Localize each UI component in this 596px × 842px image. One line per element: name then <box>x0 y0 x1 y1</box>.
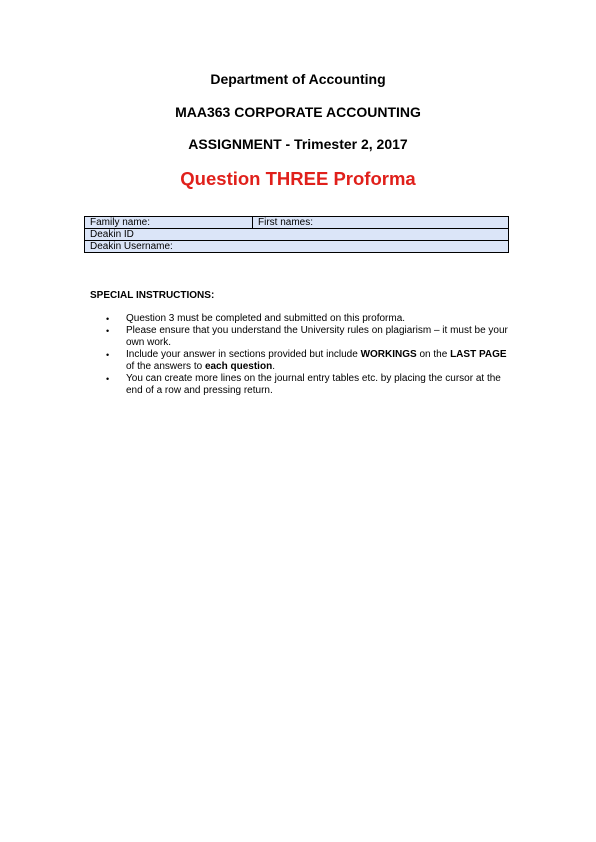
deakin-username-row <box>85 241 509 253</box>
deakin-username-field[interactable]: Deakin Username: <box>85 241 509 253</box>
instruction-text: Please ensure that you understand the University rules on plagiarism – it must be your own work. <box>126 325 508 348</box>
list-item <box>90 349 510 373</box>
instructions-list <box>90 313 510 397</box>
first-names-field[interactable]: First names: <box>253 217 509 229</box>
instruction-text-part: on the <box>416 349 451 360</box>
bullet-icon: • <box>106 314 110 324</box>
workings-emphasis: WORKINGS <box>360 349 417 360</box>
list-item <box>90 373 510 397</box>
instruction-text: Question 3 must be completed and submitted on this proforma. <box>126 313 406 324</box>
department-heading: Department of Accounting <box>210 71 386 87</box>
question-title: Question THREE Proforma <box>180 168 416 189</box>
bullet-icon: • <box>106 326 110 336</box>
last-page-emphasis: LAST PAGE <box>450 349 507 360</box>
bullet-icon: • <box>106 350 110 360</box>
bullet-icon: • <box>106 374 110 384</box>
instruction-text <box>126 349 507 372</box>
course-heading: MAA363 CORPORATE ACCOUNTING <box>175 104 421 120</box>
list-item <box>90 313 510 325</box>
instruction-text: You can create more lines on the journal entry tables etc. by placing the cursor at the end of a row and pressing return. <box>126 373 501 396</box>
instruction-text-part: Include your answer in sections provided but include <box>126 349 361 360</box>
instruction-text-part: . <box>272 361 275 372</box>
deakin-id-field[interactable]: Deakin ID <box>85 229 509 241</box>
student-info-table <box>84 216 509 253</box>
instruction-text-part: of the answers to <box>126 361 205 372</box>
each-question-emphasis: each question <box>204 361 273 372</box>
name-row <box>85 217 509 229</box>
instructions-title: SPECIAL INSTRUCTIONS: <box>90 290 215 301</box>
assignment-heading: ASSIGNMENT - Trimester 2, 2017 <box>188 136 408 152</box>
deakin-id-row <box>85 229 509 241</box>
family-name-field[interactable]: Family name: <box>85 217 253 229</box>
list-item <box>90 325 510 349</box>
